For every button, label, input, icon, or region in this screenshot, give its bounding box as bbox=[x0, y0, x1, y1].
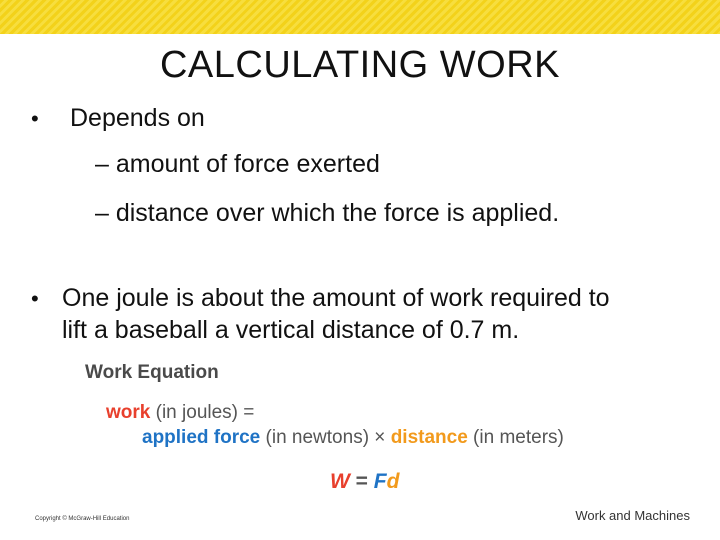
work-equation-heading: Work Equation bbox=[85, 362, 219, 383]
equation-line-1 bbox=[106, 402, 254, 424]
work-formula bbox=[330, 470, 399, 494]
slide-title: CALCULATING WORK bbox=[159, 44, 560, 86]
work-units: (in joules) = bbox=[150, 402, 255, 423]
term-distance: distance bbox=[390, 427, 468, 448]
equation-line-2 bbox=[142, 427, 564, 449]
formula-F: F bbox=[373, 470, 387, 493]
bullet-dot: • bbox=[31, 286, 39, 311]
bullet-depends-on: Depends on bbox=[70, 104, 205, 132]
force-units: (in newtons) × bbox=[260, 427, 386, 448]
distance-units: (in meters) bbox=[467, 427, 564, 448]
term-work: work bbox=[106, 402, 151, 423]
term-applied-force: applied force bbox=[142, 427, 261, 448]
sub-bullet-force: – amount of force exerted bbox=[95, 150, 380, 178]
bullet-joule-line2: lift a baseball a vertical distance of 0.7 m. bbox=[62, 316, 520, 344]
top-decorative-bar bbox=[0, 0, 720, 34]
formula-d: d bbox=[386, 470, 400, 493]
formula-equals: = bbox=[349, 470, 374, 493]
formula-W: W bbox=[330, 470, 350, 493]
copyright-notice: Copyright © McGraw-Hill Education bbox=[35, 516, 130, 522]
bullet-dot: • bbox=[31, 106, 39, 131]
bullet-joule-line1: One joule is about the amount of work required to bbox=[62, 284, 610, 312]
footer-section-title: Work and Machines bbox=[575, 508, 690, 523]
sub-bullet-distance: – distance over which the force is applied. bbox=[95, 199, 560, 227]
